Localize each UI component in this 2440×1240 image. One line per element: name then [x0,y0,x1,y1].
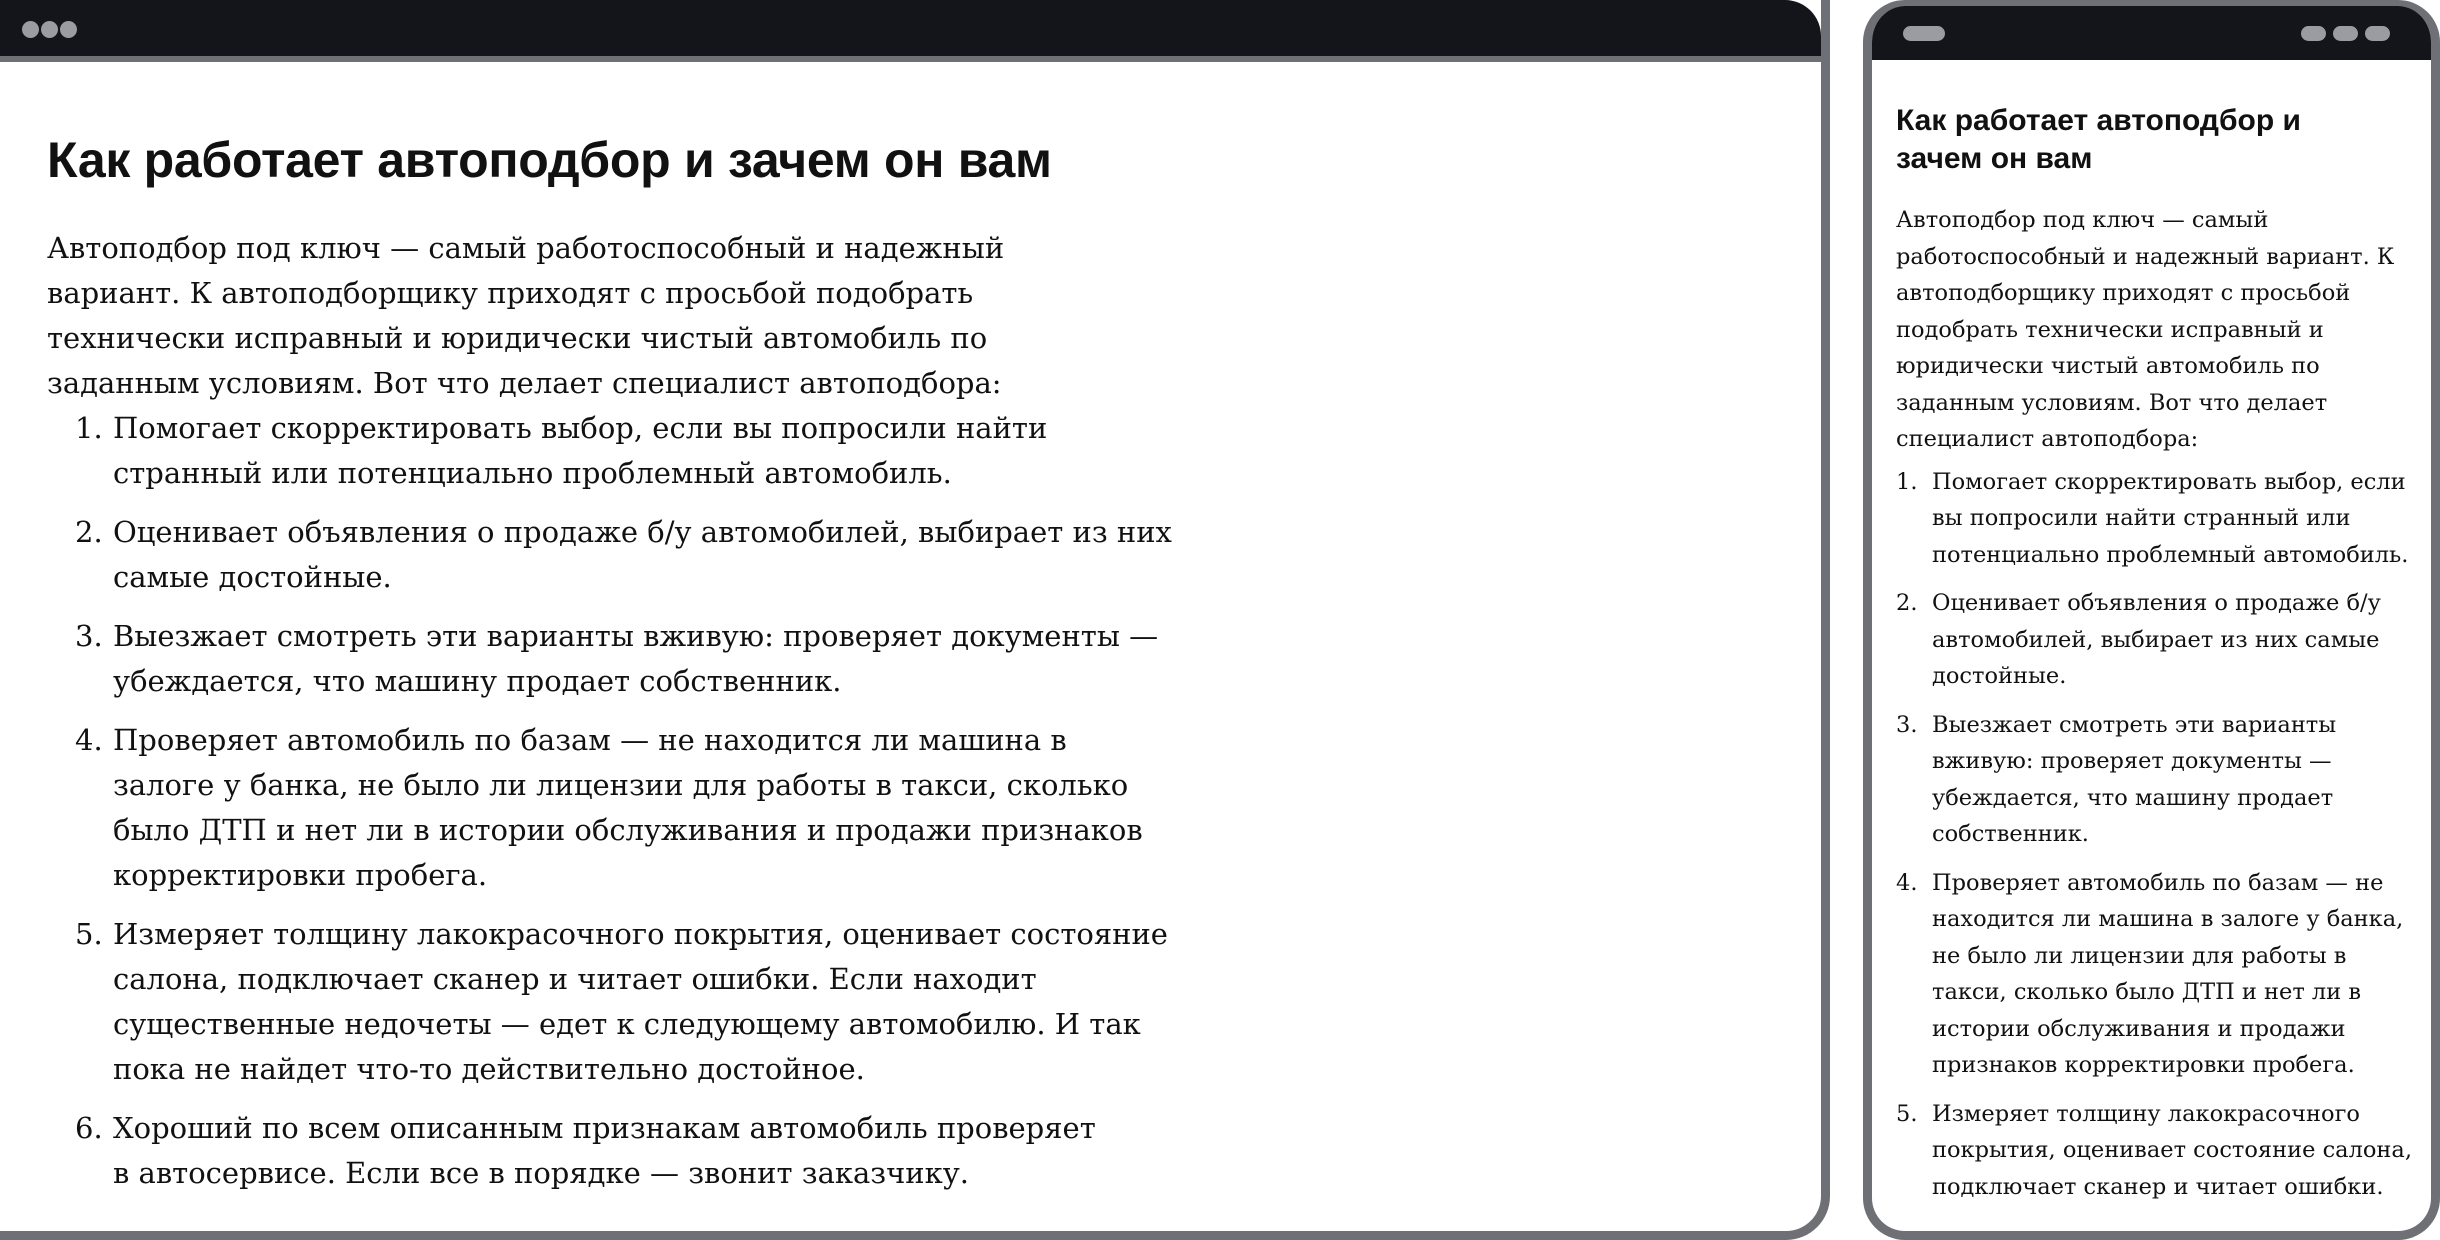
mobile-status-dot-icon [2365,26,2390,41]
list-item-number: 5. [1896,1100,1918,1127]
mobile-steps-list [1896,464,2421,1206]
list-item-number: 1. [1896,468,1918,495]
mobile-article [1896,102,2421,1217]
list-item [47,614,1173,704]
list-item [47,1106,1113,1196]
list-item-text: Хороший по всем описанным признакам автомобиль проверяет в автосервисе. Если все в порядке — звонит заказчику. [113,1111,1096,1190]
article-intro: Автоподбор под ключ — самый работоспособный и надежный вариант. К автоподборщику приходят с просьбой подобрать технически исправный и юридически чистый автомобиль по заданным условиям. Вот что делает специалист автоподбора: [47,231,1005,400]
list-item-text: Измеряет толщину лакокрасочного покрытия, оценивает состояние салона, подключает сканер и читает ошибки. [1932,1100,2412,1200]
list-item-number: 5. [75,917,103,951]
list-item [1896,585,2421,695]
list-item [1896,464,2421,574]
list-item-text: Оценивает объявления о продаже б/у автомобилей, выбирает из них самые достойные. [1932,590,2381,689]
list-item-number: 3. [75,619,103,653]
mobile-status-dot-icon [2301,26,2326,41]
list-item-text: Помогает скорректировать выбор, если вы попросили найти странный или потенциально проблемный автомобиль. [1932,468,2409,568]
list-item-number: 2. [1896,590,1918,616]
list-item-text: Оценивает объявления о продаже б/у автомобилей, выбирает из них самые достойные. [113,515,1172,594]
desktop-titlebar [0,0,1821,56]
list-item-number: 6. [75,1111,103,1145]
list-item-text: Проверяет автомобиль по базам — не находится ли машина в залоге у банка, не было ли лицензии для работы в такси, сколько было ДТП и нет ли в истории обслуживания и продажи признаков корректировки пробега. [1932,869,2404,1078]
list-item-number: 4. [1896,869,1918,896]
article-title: Как работает автоподбор и зачем он вам [47,132,1052,188]
list-item-text: Выезжает смотреть эти варианты вживую: проверяет документы — убеждается, что машину продает собственник. [113,619,1159,698]
mobile-window [1863,0,2440,1240]
list-item-text: Выезжает смотреть эти варианты вживую: проверяет документы — убеждается, что машину продает собственник. [1932,711,2337,847]
list-item-number: 1. [75,411,103,445]
mobile-titlebar [1872,6,2431,60]
list-item [1896,1096,2421,1206]
list-item [1896,707,2421,853]
list-item [47,510,1173,600]
mobile-menu-pill-icon[interactable] [1903,26,1945,41]
article-steps-list [47,406,1172,1196]
list-item-text: Проверяет автомобиль по базам — не находится ли машина в залоге у банка, не было ли лицензии для работы в такси, сколько было ДТП и нет ли в истории обслуживания и продажи признаков корректировки пробега. [113,723,1143,892]
list-item-number: 2. [75,515,103,549]
list-item [47,912,1173,1092]
desktop-article [47,128,1172,1210]
list-item-number: 3. [1896,711,1918,738]
mobile-article-intro: Автоподбор под ключ — самый работоспособный и надежный вариант. К автоподборщику приходят с просьбой подобрать технически исправный и юридически чистый автомобиль по заданным условиям. Вот что делает специалист автоподбора: [1896,207,2395,452]
list-item [47,718,1173,898]
window-close-dot[interactable] [22,21,39,38]
list-item [1896,865,2421,1084]
list-item-text: Помогает скорректировать выбор, если вы попросили найти странный или потенциально проблемный автомобиль. [113,411,1048,490]
list-item [47,406,1073,496]
window-maximize-dot[interactable] [60,21,77,38]
mobile-article-title: Как работает автоподбор и зачем он вам [1896,104,2301,175]
list-item-number: 4. [75,723,103,757]
list-item-text: Измеряет толщину лакокрасочного покрытия, оценивает состояние салона, подключает сканер и читает ошибки. Если находит существенные недочеты — едет к следующему автомобилю. И так пока не найдет что-то действительно достойное. [113,917,1168,1086]
mobile-status-dot-icon [2333,26,2358,41]
window-minimize-dot[interactable] [41,21,58,38]
